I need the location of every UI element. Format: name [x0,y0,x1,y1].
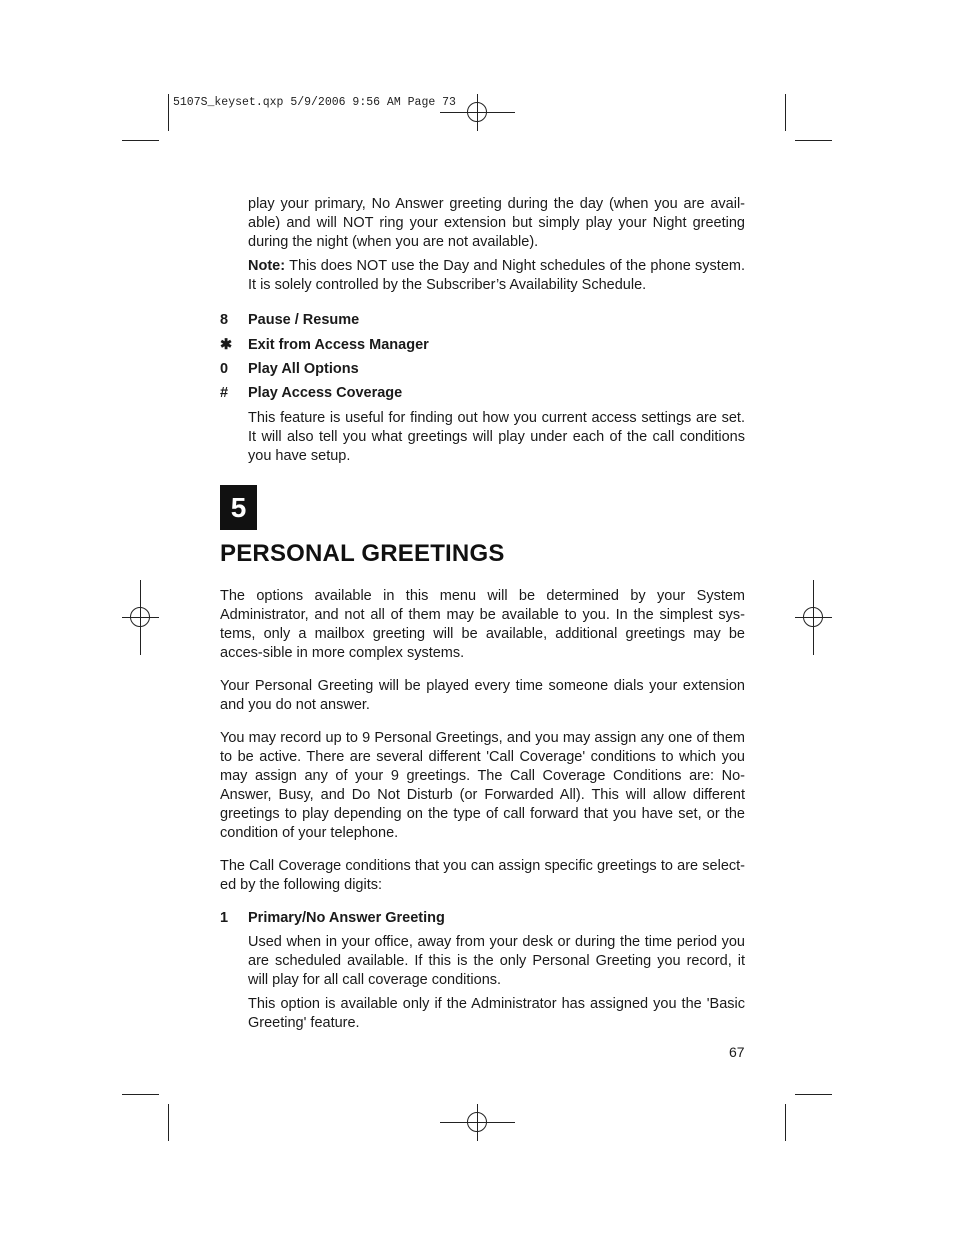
menu-item-label: Play All Options [248,361,359,377]
top-section [220,195,745,466]
crop-mark [168,94,169,131]
note-label: Note: [248,258,286,274]
crop-mark [122,1094,159,1095]
menu-item-primary-greeting [220,909,745,928]
main-section [220,587,745,1033]
menu-item-key: # [220,385,229,401]
note-text: This does NOT use the Day and Night schedules of the phone system. It is solely controlled by the Subscriber’s Availability Schedule. [248,258,745,293]
chapter-number-box: 5 [220,485,257,530]
crop-mark [122,140,159,141]
crop-mark [785,94,786,131]
paragraph: play your primary, No Answer greeting during the day (when you are avail-able) and will NOT ring your extension but simply play your Night greeting during the night (when you are not available). [248,196,745,250]
paragraph: The options available in this menu will be determined by your System Administrator, and not all of them may be available to you. In the simplest sys-tems, only a mailbox greeting will be available, additional greetings may be acces-sible in more complex systems. [220,588,745,661]
paragraph: This feature is useful for finding out how you current access settings are set. It will also tell you what greetings will play under each of the call conditions you have setup. [248,410,745,464]
chapter-title: PERSONAL GREETINGS [220,540,505,567]
menu-item-label: Primary/No Answer Greeting [248,910,445,926]
crop-mark [168,1104,169,1141]
paragraph: The Call Coverage conditions that you can assign specific greetings to are select-ed by the following digits: [220,858,745,893]
menu-item-key: 1 [220,910,229,926]
menu-item-exit [220,336,745,355]
menu-item-label: Exit from Access Manager [248,337,429,353]
menu-item-play-all [220,360,745,379]
paragraph: You may record up to 9 Personal Greetings, and you may assign any one of them to be active. There are several different 'Call Coverage' conditions to which you may assign any of your 9 greetings. The Call Coverage Conditions are: No-Answer, Busy, and Do Not Disturb (or Forwarded All). This will allow different greetings to play depending on the type of call forward that you have set, or the condition of your telephone. [220,730,745,841]
menu-item-pause [220,311,745,330]
crop-mark [795,140,832,141]
menu-item-key: 8 [220,312,229,328]
page-number: 67 [729,1044,745,1060]
crop-mark [795,1094,832,1095]
paragraph: This option is available only if the Administrator has assigned you the 'Basic Greeting' feature. [248,996,745,1031]
menu-item-key: ✱ [220,337,233,353]
menu-item-label: Pause / Resume [248,312,360,328]
menu-item-play-coverage [220,384,745,403]
print-slug: 5107S_keyset.qxp 5/9/2006 9:56 AM Page 73 [173,96,456,109]
paragraph: Your Personal Greeting will be played every time someone dials your extension and you do not answer. [220,678,745,713]
menu-item-label: Play Access Coverage [248,385,403,401]
paragraph: Used when in your office, away from your desk or during the time period you are scheduled available. If this is the only Personal Greeting you record, it will play for all call coverage conditions. [248,934,745,988]
crop-mark [785,1104,786,1141]
note-paragraph [248,257,745,295]
menu-item-key: 0 [220,361,229,377]
